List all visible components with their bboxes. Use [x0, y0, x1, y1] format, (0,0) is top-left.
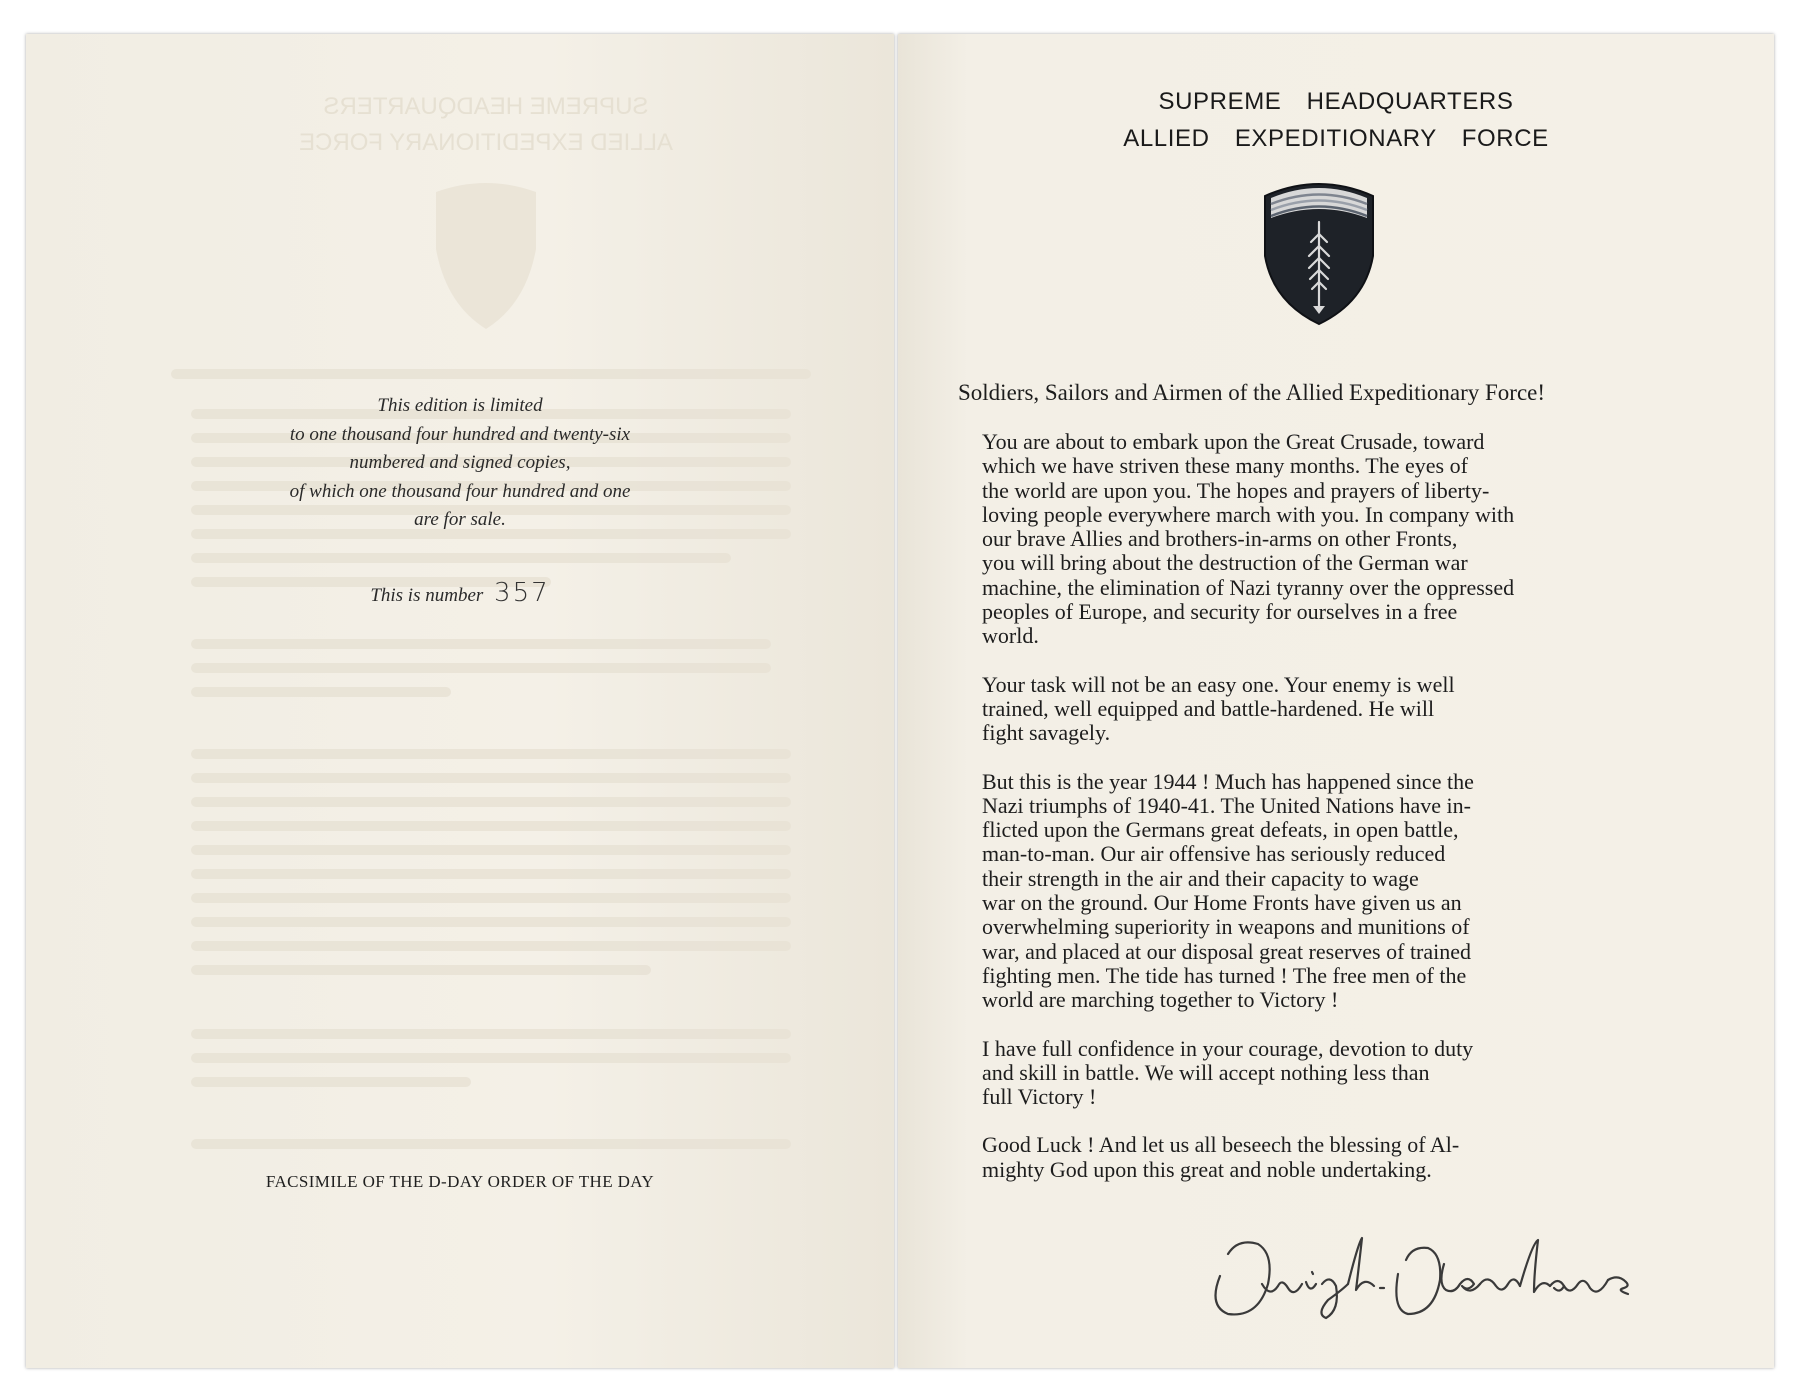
text-line: Your task will not be an easy one. Your enemy is well: [982, 671, 1455, 697]
copy-number-line: [26, 578, 894, 608]
ghost-header-line1: SUPREME HEADQUARTERS: [323, 93, 649, 120]
text-line: trained, well equipped and battle-hardened. He will: [982, 695, 1435, 721]
eisenhower-signature: [1198, 1214, 1638, 1324]
ghost-header-line2: ALLIED EXPEDITIONARY FORCE: [299, 129, 673, 156]
paragraph: [982, 770, 1672, 1013]
copy-number-label: This is number: [370, 585, 484, 606]
header-line2: ALLIED EXPEDITIONARY FORCE: [1123, 125, 1549, 152]
text-line: Good Luck ! And let us all beseech the blessing of Al-: [982, 1132, 1460, 1158]
salutation: Soldiers, Sailors and Airmen of the Allied Expeditionary Force!: [958, 380, 1546, 405]
order-of-the-day-body: [982, 430, 1672, 1206]
text-line: flicted upon the Germans great defeats, in open battle,: [982, 817, 1459, 843]
limitation-line: This edition is limited: [377, 395, 543, 416]
text-line: loving people everywhere march with you. In company with: [982, 501, 1515, 527]
text-line: fighting men. The tide has turned ! The free men of the: [982, 962, 1467, 988]
limitation-line: are for sale.: [414, 509, 506, 530]
text-line: the world are upon you. The hopes and prayers of liberty-: [982, 477, 1490, 503]
text-line: But this is the year 1944 ! Much has happened since the: [982, 768, 1474, 794]
paragraph: [982, 1133, 1672, 1182]
facsimile-caption: FACSIMILE OF THE D-DAY ORDER OF THE DAY: [265, 1172, 655, 1191]
shaef-shield-icon: [1261, 178, 1377, 326]
text-line: war on the ground. Our Home Fronts have given us an: [982, 890, 1462, 916]
text-line: world.: [982, 623, 1039, 649]
paragraph: [982, 430, 1672, 649]
limitation-line: numbered and signed copies,: [349, 452, 571, 473]
text-line: world are marching together to Victory !: [982, 987, 1339, 1013]
paragraph: [982, 1037, 1672, 1110]
show-through-bleed: [26, 34, 894, 1368]
ghost-shield-icon: [436, 183, 536, 329]
text-line: fight savagely.: [982, 720, 1111, 746]
text-line: machine, the elimination of Nazi tyranny over the oppressed: [982, 574, 1515, 600]
limitation-line: of which one thousand four hundred and one: [289, 480, 631, 502]
text-line: our brave Allies and brothers-in-arms on other Fronts,: [982, 526, 1458, 552]
paragraph: [982, 673, 1672, 746]
text-line: overwhelming superiority in weapons and munitions of: [982, 914, 1470, 940]
text-line: I have full confidence in your courage, devotion to duty: [982, 1035, 1474, 1061]
text-line: mighty God upon this great and noble undertaking.: [982, 1156, 1432, 1182]
left-page: [26, 34, 894, 1368]
header-line1: SUPREME HEADQUARTERS: [1158, 88, 1514, 115]
text-line: man-to-man. Our air offensive has seriously reduced: [982, 841, 1446, 867]
text-line: and skill in battle. We will accept nothing less than: [982, 1059, 1430, 1085]
text-line: peoples of Europe, and security for ourselves in a free: [982, 599, 1458, 625]
text-line: full Victory !: [982, 1084, 1097, 1110]
text-line: You are about to embark upon the Great Crusade, toward: [982, 429, 1485, 454]
text-line: which we have striven these many months. The eyes of: [982, 453, 1468, 479]
copy-number-value: 357: [494, 578, 550, 608]
text-line: you will bring about the destruction of the German war: [982, 550, 1468, 576]
text-line: war, and placed at our disposal great reserves of trained: [982, 938, 1472, 964]
right-page: [898, 34, 1774, 1368]
text-line: their strength in the air and their capacity to wage: [982, 865, 1419, 891]
edition-limitation-text: [26, 392, 894, 535]
text-line: Nazi triumphs of 1940-41. The United Nations have in-: [982, 792, 1471, 818]
limitation-line: to one thousand four hundred and twenty-six: [289, 423, 631, 445]
